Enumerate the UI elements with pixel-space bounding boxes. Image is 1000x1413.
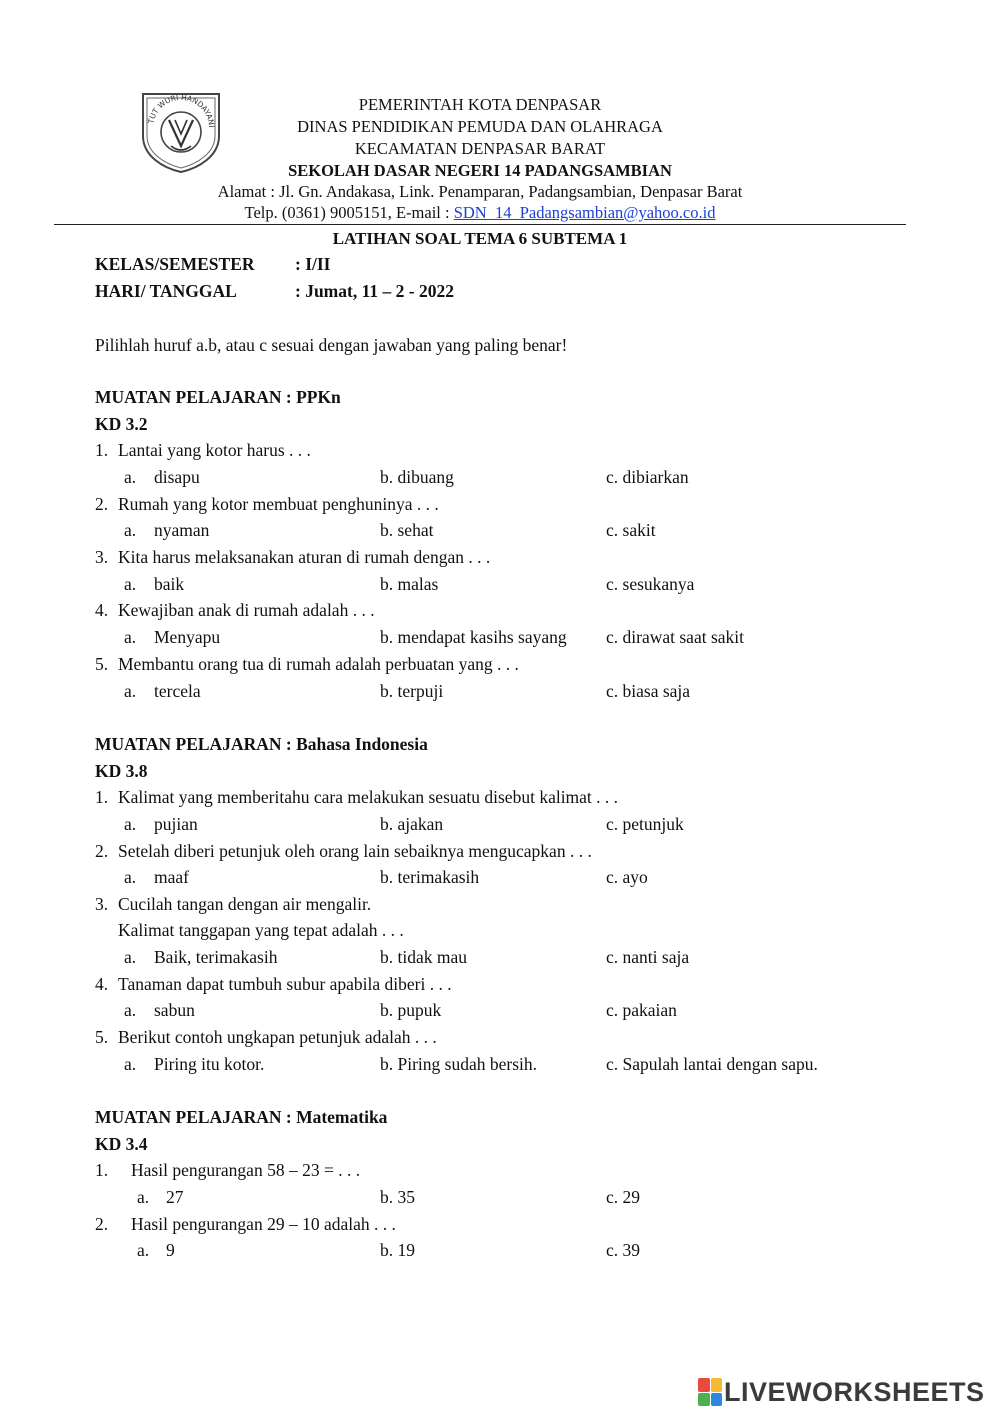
section-heading: MUATAN PELAJARAN : Matematika (95, 1107, 388, 1127)
header-address: Alamat : Jl. Gn. Andakasa, Link. Penamparan, Padangsambian, Denpasar Barat (217, 182, 743, 201)
option-c[interactable]: c. dirawat saat sakit (606, 627, 745, 647)
question-number: 1. (95, 1160, 109, 1180)
question-number: 2. (95, 494, 109, 514)
option-a-prefix: a. (124, 574, 137, 594)
option-a[interactable]: pujian (154, 814, 198, 834)
instruction: Pilihlah huruf a.b, atau c sesuai dengan jawaban yang paling benar! (95, 335, 568, 355)
question-number: 4. (95, 600, 109, 620)
option-c[interactable]: c. 39 (606, 1240, 641, 1260)
option-b[interactable]: b. mendapat kasihs sayang (380, 627, 567, 647)
logo-text: TUT WURI HANDAYANI (146, 92, 217, 128)
option-b[interactable]: b. ajakan (380, 814, 444, 834)
option-a[interactable]: Piring itu kotor. (154, 1054, 265, 1074)
option-a[interactable]: disapu (154, 467, 200, 487)
header-phone: Telp. (0361) 9005151, E-mail : (244, 203, 454, 222)
question-number: 1. (95, 787, 109, 807)
option-b[interactable]: b. Piring sudah bersih. (380, 1054, 538, 1074)
section-kd: KD 3.4 (95, 1134, 148, 1154)
mark-square-yellow (711, 1378, 723, 1392)
section-kd: KD 3.2 (95, 414, 148, 434)
option-c[interactable]: c. ayo (606, 867, 648, 887)
option-a[interactable]: tercela (154, 681, 201, 701)
option-b[interactable]: b. terimakasih (380, 867, 480, 887)
section-kd: KD 3.8 (95, 761, 148, 781)
header-district: KECAMATAN DENPASAR BARAT (354, 139, 606, 158)
question-number: 5. (95, 654, 109, 674)
option-c[interactable]: c. biasa saja (606, 681, 691, 701)
question-text: Kalimat yang memberitahu cara melakukan sesuatu disebut kalimat . . . (118, 787, 619, 807)
option-a[interactable]: maaf (154, 867, 189, 887)
page-title: LATIHAN SOAL TEMA 6 SUBTEMA 1 (332, 229, 628, 248)
question-text: Lantai yang kotor harus . . . (118, 440, 311, 460)
option-c[interactable]: c. dibiarkan (606, 467, 689, 487)
option-a-prefix: a. (124, 1000, 137, 1020)
question-text: Kita harus melaksanakan aturan di rumah dengan . . . (118, 547, 491, 567)
header-divider (54, 224, 906, 225)
option-a[interactable]: Baik, terimakasih (154, 947, 278, 967)
option-a-prefix: a. (124, 814, 137, 834)
option-a-prefix: a. (124, 947, 137, 967)
option-c[interactable]: c. sakit (606, 520, 656, 540)
liveworksheets-wordmark: LIVEWORKSHEETS (724, 1376, 985, 1407)
option-a[interactable]: nyaman (154, 520, 210, 540)
question-text: Hasil pengurangan 58 – 23 = . . . (131, 1160, 361, 1180)
option-a-prefix: a. (124, 681, 137, 701)
question-number: 4. (95, 974, 109, 994)
question-text: Tanaman dapat tumbuh subur apabila diberi . . . (118, 974, 452, 994)
question-text: Cucilah tangan dengan air mengalir. (118, 894, 372, 914)
question-number: 3. (95, 894, 109, 914)
option-c[interactable]: c. petunjuk (606, 814, 684, 834)
option-a-prefix: a. (137, 1187, 150, 1207)
question-text: Kewajiban anak di rumah adalah . . . (118, 600, 375, 620)
option-b[interactable]: b. dibuang (380, 467, 454, 487)
header-school-name: SEKOLAH DASAR NEGERI 14 PADANGSAMBIAN (288, 161, 672, 180)
question-text: Hasil pengurangan 29 – 10 adalah . . . (131, 1214, 396, 1234)
section-heading: MUATAN PELAJARAN : Bahasa Indonesia (95, 734, 428, 754)
option-a-prefix: a. (124, 467, 137, 487)
option-c[interactable]: c. 29 (606, 1187, 641, 1207)
option-a[interactable]: 9 (166, 1240, 175, 1260)
kelas-label: KELAS/SEMESTER (95, 254, 255, 274)
option-a[interactable]: sabun (154, 1000, 195, 1020)
option-b[interactable]: b. 19 (380, 1240, 415, 1260)
kelas-value: : I/II (295, 254, 331, 274)
question-number: 5. (95, 1027, 109, 1047)
question-number: 3. (95, 547, 109, 567)
mark-square-blue (711, 1393, 723, 1407)
question-text: Rumah yang kotor membuat penghuninya . . . (118, 494, 439, 514)
header-department: DINAS PENDIDIKAN PEMUDA DAN OLAHRAGA (297, 117, 663, 136)
header-contact (180, 202, 780, 224)
option-a-prefix: a. (124, 520, 137, 540)
option-a-prefix: a. (124, 627, 137, 647)
option-a[interactable]: baik (154, 574, 185, 594)
option-c[interactable]: c. Sapulah lantai dengan sapu. (606, 1054, 818, 1074)
option-c[interactable]: c. pakaian (606, 1000, 677, 1020)
question-text: Membantu orang tua di rumah adalah perbuatan yang . . . (118, 654, 519, 674)
liveworksheets-logo[interactable] (698, 1376, 985, 1408)
option-b[interactable]: b. 35 (380, 1187, 415, 1207)
option-c[interactable]: c. nanti saja (606, 947, 690, 967)
mark-square-green (698, 1393, 710, 1407)
question-number: 2. (95, 1214, 109, 1234)
option-c[interactable]: c. sesukanya (606, 574, 695, 594)
header-government: PEMERINTAH KOTA DENPASAR (358, 95, 602, 114)
question-text: Setelah diberi petunjuk oleh orang lain sebaiknya mengucapkan . . . (118, 841, 592, 861)
mark-square-red (698, 1378, 710, 1392)
section-heading: MUATAN PELAJARAN : PPKn (95, 387, 341, 407)
option-a[interactable]: Menyapu (154, 627, 221, 647)
option-b[interactable]: b. terpuji (380, 681, 444, 701)
option-b[interactable]: b. pupuk (380, 1000, 442, 1020)
option-a-prefix: a. (124, 867, 137, 887)
option-a-prefix: a. (137, 1240, 150, 1260)
question-text-line2: Kalimat tanggapan yang tepat adalah . . . (118, 920, 404, 940)
liveworksheets-mark-icon (698, 1378, 722, 1406)
question-text: Berikut contoh ungkapan petunjuk adalah . . . (118, 1027, 437, 1047)
option-b[interactable]: b. tidak mau (380, 947, 467, 967)
question-number: 2. (95, 841, 109, 861)
hari-value: : Jumat, 11 – 2 - 2022 (295, 281, 454, 301)
option-b[interactable]: b. sehat (380, 520, 434, 540)
question-number: 1. (95, 440, 109, 460)
hari-label: HARI/ TANGGAL (95, 281, 237, 301)
option-a[interactable]: 27 (166, 1187, 184, 1207)
email-link[interactable]: SDN_14_Padangsambian@yahoo.co.id (453, 203, 716, 222)
option-b[interactable]: b. malas (380, 574, 439, 594)
option-a-prefix: a. (124, 1054, 137, 1074)
